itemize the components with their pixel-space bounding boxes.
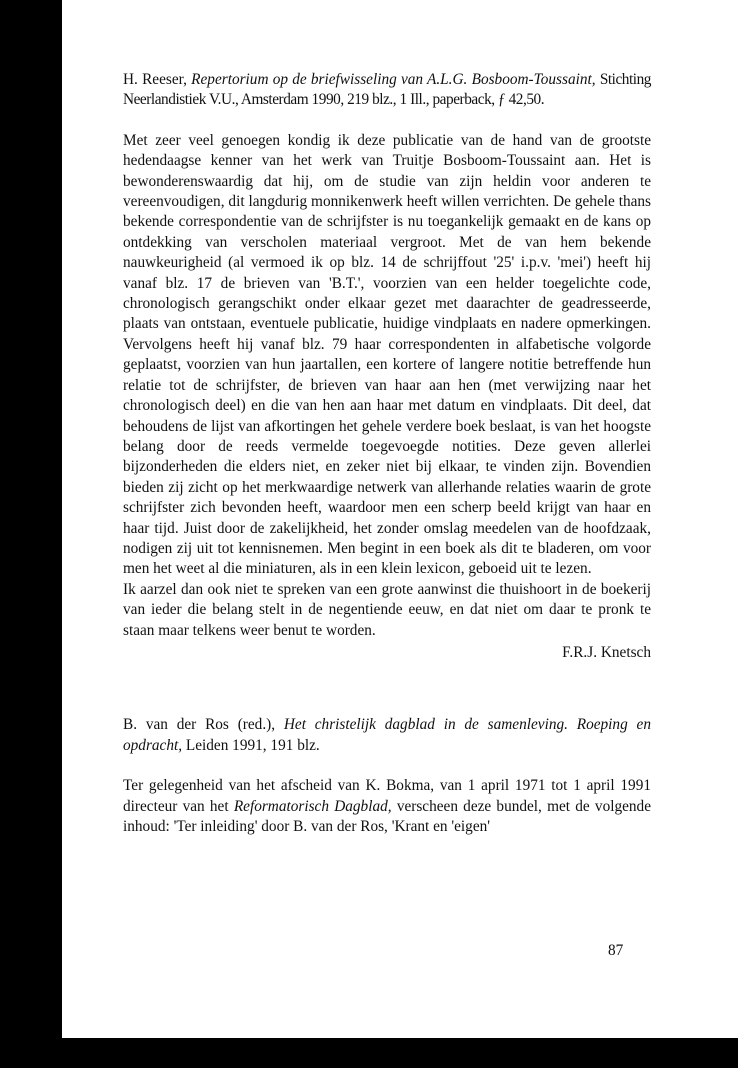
page-content xyxy=(123,62,651,837)
review2-citation xyxy=(123,715,651,756)
review2-newspaper-title: Reformatorisch Dagblad, xyxy=(233,797,392,815)
review1-paragraph-1: Met zeer veel genoegen kondig ik deze publicatie van de hand van de grootste hedendaagse kenner van het werk van Truitje Bosboom-Toussaint aan. Het is bewonderenswaardig dat hij, om de studie van zijn heldin voor anderen te vereenvoudigen, dit langdurig monnikenwerk heeft willen verrichten. De gehele thans bekende correspondentie van de schrijfster is nu toegankelijk gemaakt en de kans op ontdekking van verscholen materiaal vergroot. Met de van hem bekende nauwkeurigheid (al vermoed ik op blz. 14 de schrijffout '25' i.p.v. 'mei') heeft hij vanaf blz. 17 de brieven van 'B.T.', voorzien van een helder toegelichte code, chronologisch gerangschikt onder elkaar gezet met daarachter de geadresseerde, plaats van ontstaan, eventuele publicatie, huidige vindplaats en nadere opmerkingen. Vervolgens heeft hij vanaf blz. 79 haar correspondenten in alfabetische volgorde geplaatst, voorzien van hun jaartallen, een kortere of langere notitie betreffende hun relatie tot de schrijfster, de brieven van haar aan hen (met verwijzing naar het chronologisch deel) en die van hen aan haar met datum en vindplaats. Dit deel, dat behoudens de lijst van afkortingen het gehele verdere boek beslaat, is van het hoogste belang door de reeds vermelde toegevoegde notities. Deze geven allerlei bijzonderheden die elders niet, en zeker niet bij elkaar, te vinden zijn. Bovendien bieden zij zicht op het merkwaardige netwerk van allerhande relaties waarin de grote schrijfster zich bevonden heeft, waardoor men een scherp beeld krijgt van haar en haar tijd. Juist door de zakelijkheid, het zonder omslag meedelen van de hoofdzaak, nodigen zij uit tot kennisnemen. Men begint in een boek als dit te bladeren, om voor men het weet al die miniaturen, als in een klein lexicon, geboeid uit te lezen. xyxy=(123,131,651,578)
scan-border-left xyxy=(0,0,62,1068)
review2-publisher: Leiden 1991, 191 blz. xyxy=(185,736,320,754)
review1-citation xyxy=(123,70,651,111)
review1-author: H. Reeser, xyxy=(123,71,187,88)
review1-paragraph-2: Ik aarzel dan ook niet te spreken van een grote aanwinst die thuishoort in de boekerij van ieder die belang stelt in de negentiende eeuw, en dat niet om daar te pronk te staan maar telkens weer benut te worden. xyxy=(123,580,651,639)
review1-signature: F.R.J. Knetsch xyxy=(562,643,651,661)
scan-border-bottom xyxy=(0,1038,738,1068)
review2-author: B. van der Ros (red.), xyxy=(123,716,276,734)
page-number: 87 xyxy=(608,942,624,959)
review2-title: Het christelijk dagblad in de samenleving. Roeping en opdracht, xyxy=(123,716,651,754)
review1-publisher: Stichting Neerlandistiek V.U., Amsterdam 1990, 219 blz., 1 Ill., paperback, ƒ 42,50. xyxy=(123,71,652,109)
review2-paragraph-1 xyxy=(123,776,651,837)
review1-title: Repertorium op de briefwisseling van A.L.G. Bosboom-Toussaint, xyxy=(191,71,596,88)
review2-para-after: verscheen deze bundel, met de volgende inhoud: 'Ter inleiding' door B. van der Ros, 'Krant en 'eigen' xyxy=(123,797,651,835)
review2-para-before: Ter gelegenheid van het afscheid van K. Bokma, van 1 april 1971 tot 1 april 1991 directeur van het xyxy=(123,777,651,815)
